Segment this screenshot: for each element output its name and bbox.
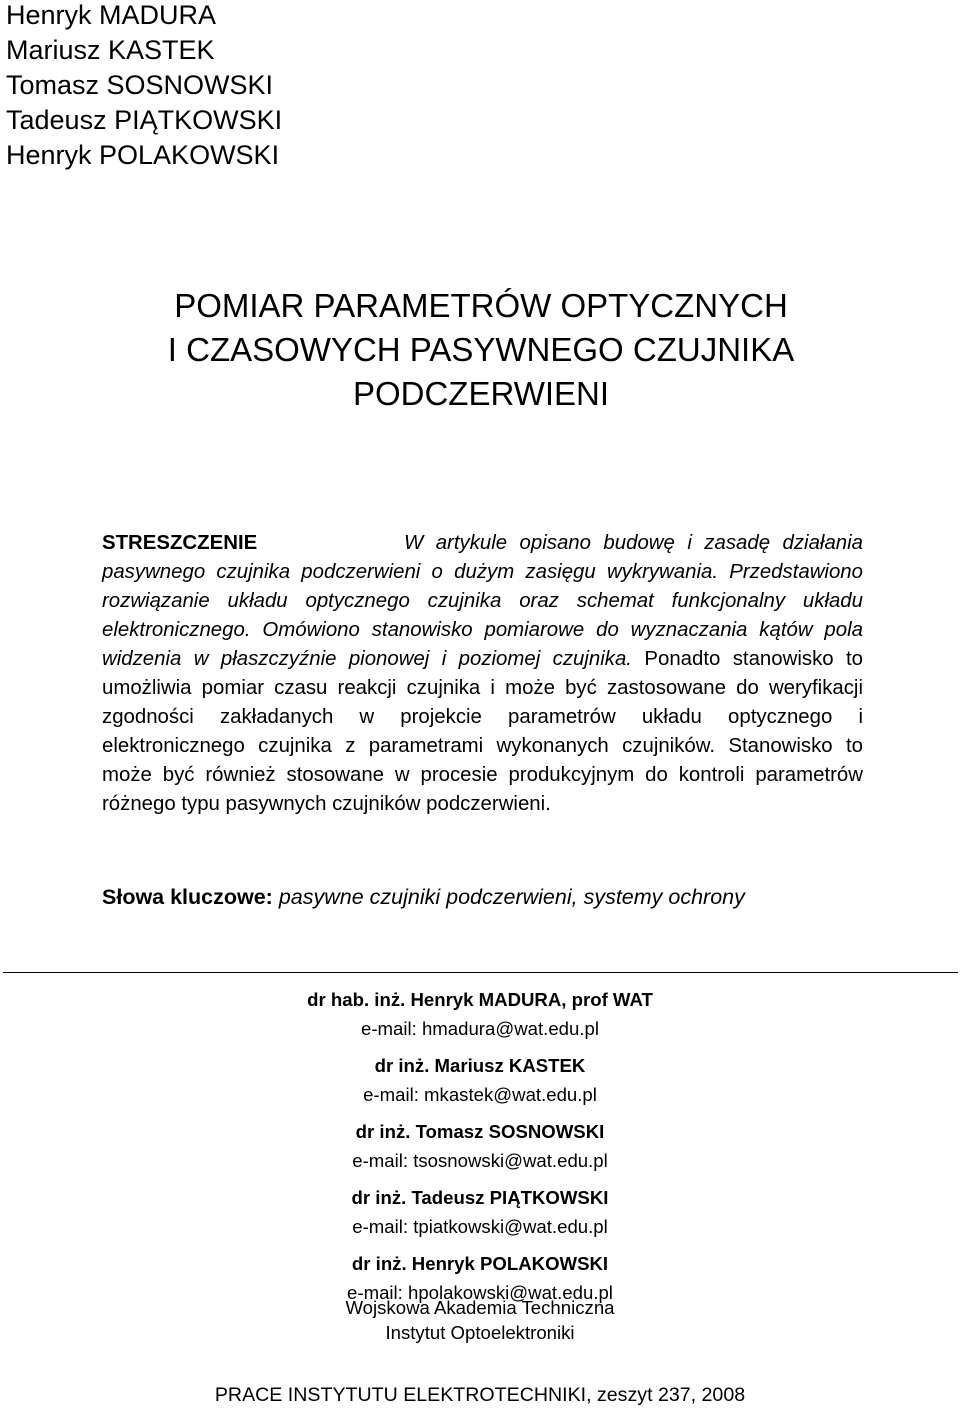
contact-entry [0, 1117, 960, 1175]
abstract-text: W artykule opisano budowę i zasadę działania pasywnego czujnika podczerwieni o dużym zasięgu wykrywania. Przedstawiono rozwiązanie układu optycznego czujnika oraz schemat funkcjonalny układu elektronicznego. [102, 532, 863, 641]
author-name: Henryk POLAKOWSKI [6, 140, 280, 170]
institution [0, 1295, 960, 1345]
contact-email: e-mail: hmadura@wat.edu.pl [361, 1018, 599, 1039]
keywords-label: Słowa kluczowe: [102, 885, 273, 909]
contact-email: e-mail: tpiatkowski@wat.edu.pl [352, 1216, 608, 1237]
contact-name: dr hab. inż. Henryk MADURA, prof WAT [307, 989, 653, 1010]
author-list [6, 0, 282, 173]
institution-name: Wojskowa Akademia Techniczna [345, 1297, 615, 1318]
keywords-value: pasywne czujniki podczerwieni, systemy ochrony [278, 885, 745, 909]
section-divider [3, 972, 958, 973]
author-name: Mariusz KASTEK [6, 35, 215, 65]
abstract-text: Omówiono stanowisko pomiarowe do wyznaczania kątów pola widzenia w płaszczyźnie pionowej i poziomej czujnika. [102, 619, 863, 670]
contact-entry [0, 1183, 960, 1241]
contact-name: dr inż. Tomasz SOSNOWSKI [355, 1121, 605, 1142]
author-name: Tadeusz PIĄTKOWSKI [6, 105, 283, 135]
abstract [102, 529, 863, 819]
author-name: Henryk MADURA [6, 0, 217, 30]
journal-footer: PRACE INSTYTUTU ELEKTROTECHNIKI, zeszyt 237, 2008 [214, 1384, 746, 1406]
keywords [102, 881, 745, 913]
abstract-text: Stanowisko to może być również stosowane w procesie produkcyjnym do kontroli parametrów różnego typu pasywnych czujników podczerwieni. [102, 735, 864, 815]
author-contacts [0, 985, 960, 1315]
title-line: I CZASOWYCH PASYWNEGO CZUJNIKA [167, 331, 795, 368]
contact-email: e-mail: hpolakowski@wat.edu.pl [347, 1282, 613, 1303]
title-line: POMIAR PARAMETRÓW OPTYCZNYCH [174, 287, 788, 324]
contact-email: e-mail: mkastek@wat.edu.pl [363, 1084, 597, 1105]
abstract-text: Ponadto stanowisko to umożliwia pomiar czasu reakcji czujnika i może być zastosowane do weryfikacji zgodności zakładanych w projekcie parametrów układu optycznego i elektronicznego czujnika z parametrami wykonanych czujników. [102, 648, 864, 757]
title-line: PODCZERWIENI [352, 375, 610, 412]
contact-entry [0, 1051, 960, 1109]
abstract-label: STRESZCZENIE [102, 532, 258, 554]
institution-department: Instytut Optoelektroniki [385, 1322, 575, 1343]
contact-entry [0, 985, 960, 1043]
author-name: Tomasz SOSNOWSKI [6, 70, 274, 100]
contact-name: dr inż. Henryk POLAKOWSKI [351, 1253, 609, 1274]
contact-email: e-mail: tsosnowski@wat.edu.pl [352, 1150, 608, 1171]
contact-name: dr inż. Mariusz KASTEK [374, 1055, 586, 1076]
contact-name: dr inż. Tadeusz PIĄTKOWSKI [351, 1187, 609, 1208]
